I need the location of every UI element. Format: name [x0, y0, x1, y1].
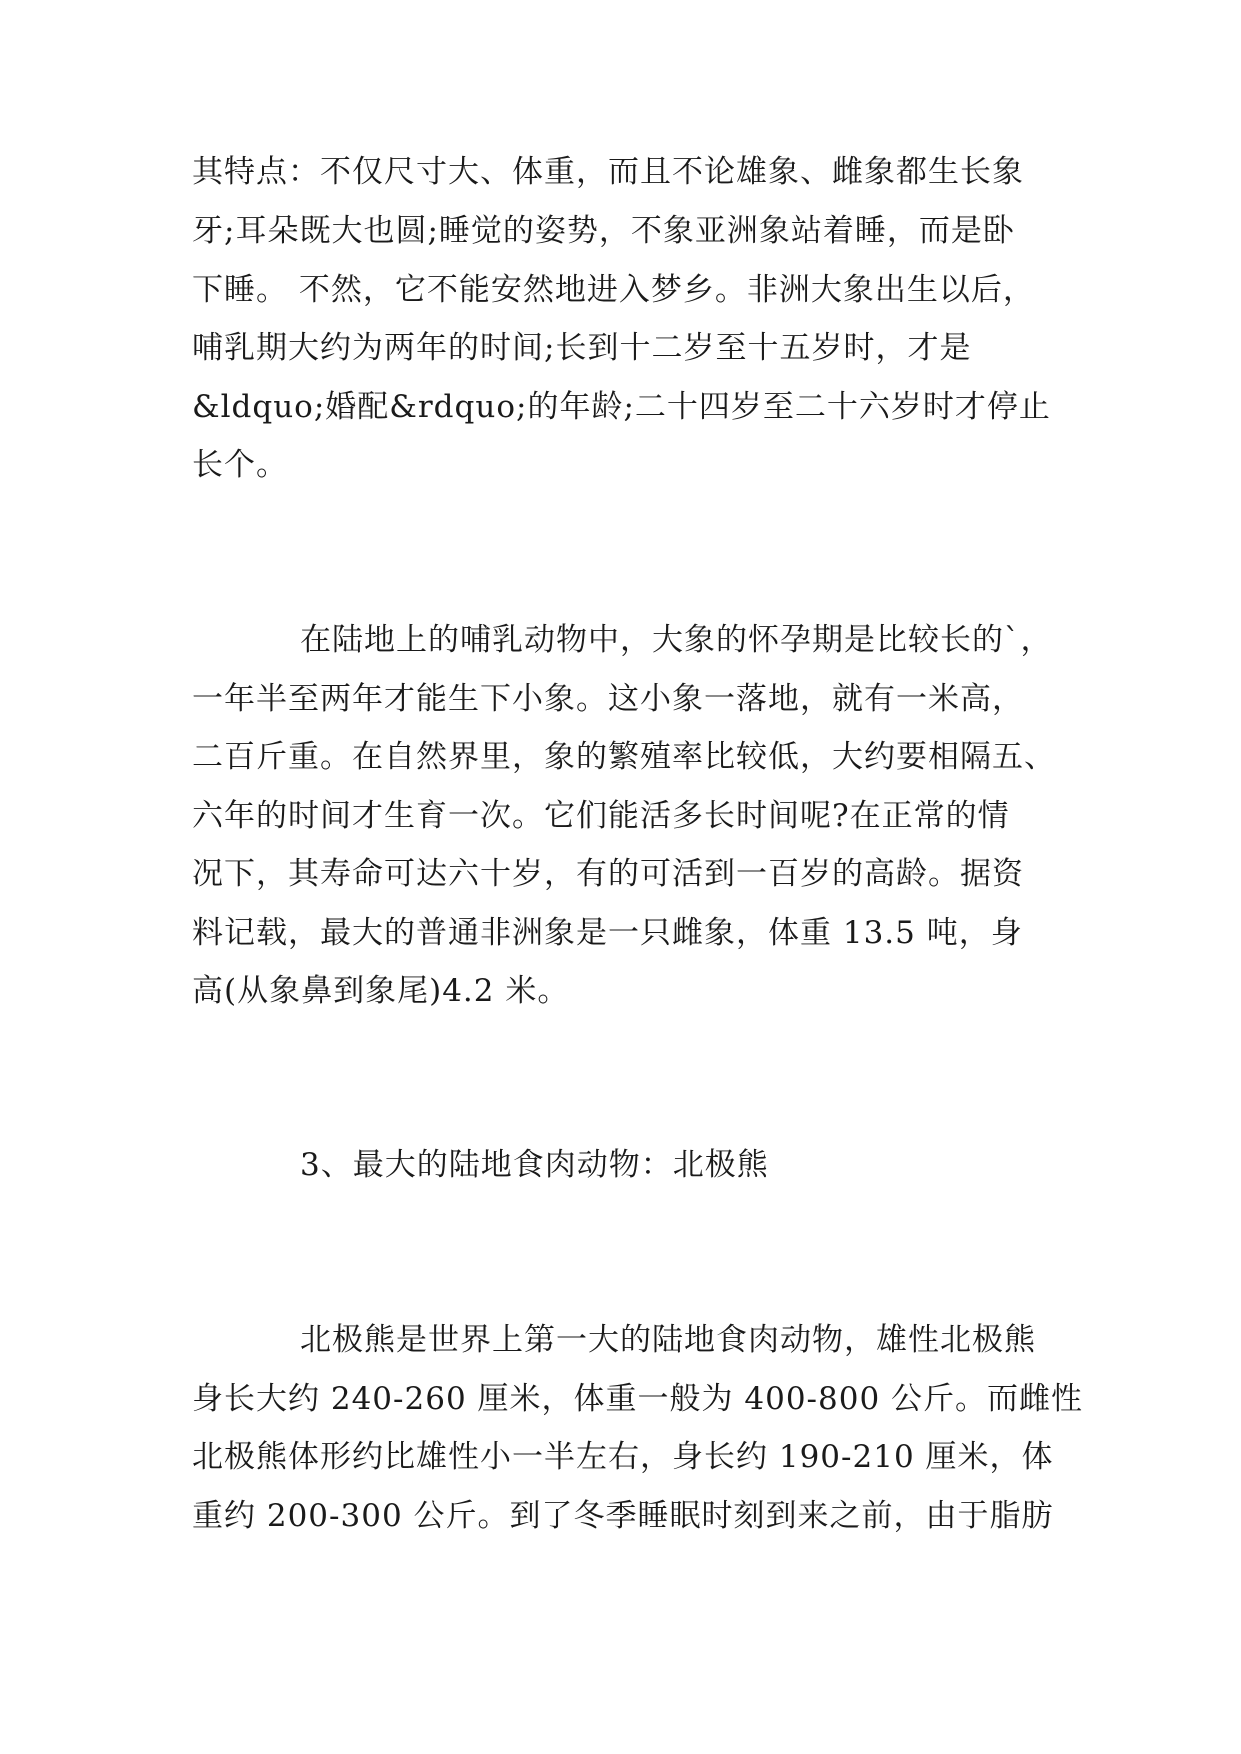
section-heading: 3、最大的陆地食肉动物：北极熊	[300, 1147, 769, 1183]
text-line: &ldquo;婚配&rdquo;的年龄;二十四岁至二十六岁时才停止	[192, 389, 1051, 425]
text-line: 哺乳期大约为两年的时间;长到十二岁至十五岁时，才是	[192, 330, 972, 366]
text-line: 北极熊是世界上第一大的陆地食肉动物，雄性北极熊	[300, 1322, 1036, 1358]
text-line: 六年的时间才生育一次。它们能活多长时间呢?在正常的情	[192, 798, 1010, 834]
text-line: 料记载，最大的普通非洲象是一只雌象，体重 13.5 吨，身	[192, 915, 1023, 951]
text-line: 高(从象鼻到象尾)4.2 米。	[192, 973, 570, 1009]
text-line: 长个。	[192, 447, 288, 483]
text-line: 身长大约 240-260 厘米，体重一般为 400-800 公斤。而雌性	[192, 1381, 1084, 1417]
text-line: 重约 200-300 公斤。到了冬季睡眠时刻到来之前，由于脂肪	[192, 1498, 1054, 1534]
text-line: 况下，其寿命可达六十岁，有的可活到一百岁的高龄。据资	[192, 856, 1024, 892]
text-line: 一年半至两年才能生下小象。这小象一落地，就有一米高，	[192, 681, 1024, 717]
text-line: 下睡。 不然，它不能安然地进入梦乡。非洲大象出生以后，	[192, 272, 1035, 308]
text-line: 二百斤重。在自然界里，象的繁殖率比较低，大约要相隔五、	[192, 739, 1056, 775]
text-line: 北极熊体形约比雄性小一半左右，身长约 190-210 厘米，体	[192, 1439, 1054, 1475]
text-line: 牙;耳朵既大也圆;睡觉的姿势，不象亚洲象站着睡，而是卧	[192, 213, 1015, 249]
text-line: 在陆地上的哺乳动物中，大象的怀孕期是比较长的`，	[300, 622, 1053, 658]
text-line: 其特点：不仅尺寸大、体重，而且不论雄象、雌象都生长象	[192, 154, 1024, 190]
